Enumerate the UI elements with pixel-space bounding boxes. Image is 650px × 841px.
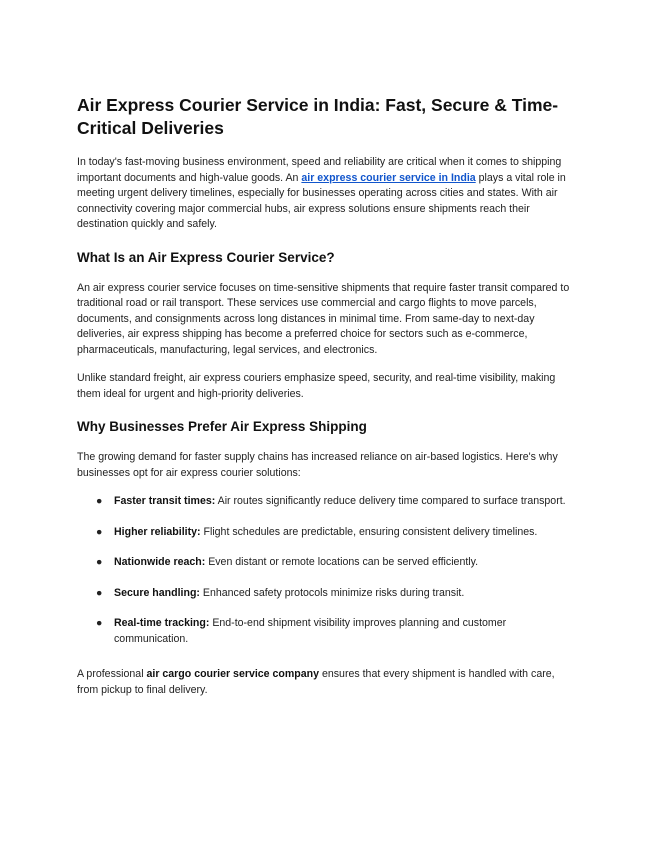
- page-title: Air Express Courier Service in India: Fast, Secure & Time-Critical Deliveries: [77, 95, 559, 138]
- bullet-icon: ●: [96, 586, 103, 599]
- section-heading-why-prefer: Why Businesses Prefer Air Express Shipping: [77, 419, 367, 434]
- closing-bold-text: air cargo courier service company: [146, 668, 320, 680]
- service-link[interactable]: air express courier service in India: [301, 171, 476, 184]
- bullet-icon: ●: [96, 617, 103, 629]
- list-item-label: Nationwide reach:: [114, 556, 206, 568]
- intro-text-start: In today's fast-moving business environment, speed and reliability are critical when it comes to shipping important documents and high-value goods. An: [77, 156, 562, 184]
- list-item-text: Flight schedules are predictable, ensuring consistent delivery timelines.: [200, 525, 538, 538]
- list-item-label: Secure handling:: [114, 586, 200, 599]
- list-item-text: End-to-end shipment visibility improves planning and customer communication.: [114, 617, 507, 645]
- list-item: [77, 555, 577, 571]
- closing-text-end: ensures that every shipment is handled with care, from pickup to final delivery.: [77, 668, 555, 696]
- section1-paragraph-2: Unlike standard freight, air express couriers emphasize speed, security, and real-time visibility, making them ideal for urgent and high-priority deliveries.: [77, 372, 556, 400]
- list-item: [77, 494, 577, 510]
- document-page: [77, 94, 577, 711]
- list-item-label: Faster transit times:: [114, 495, 216, 507]
- closing-text-start: A professional: [77, 668, 147, 680]
- list-item: [77, 525, 577, 541]
- intro-text-end: plays a vital role in meeting urgent delivery timelines, especially for businesses operating across cities and states. With air connectivity covering major commercial hubs, air express solutions ensure shipments reach their destination quickly and safely.: [77, 171, 566, 230]
- section2-intro: The growing demand for faster supply chains has increased reliance on air-based logistics. Here's why businesses opt for air express courier solutions:: [77, 451, 558, 479]
- list-item-label: Higher reliability:: [114, 525, 201, 538]
- section-heading-what-is: What Is an Air Express Courier Service?: [77, 249, 335, 265]
- list-item: [77, 586, 577, 602]
- list-item-text: Enhanced safety protocols minimize risks during transit.: [199, 586, 465, 599]
- section1-paragraph-1: An air express courier service focuses on time-sensitive shipments that require faster transit compared to traditional road or rail transport. These services use commercial and cargo flights to move parcels, documents, and consignments across long distances in minimal time. From same-day to next-day deliveries, air express shipping has become a preferred choice for sectors such as e-commerce, pharmaceuticals, manufacturing, legal services, and electronics.: [77, 281, 570, 356]
- bullet-icon: ●: [96, 525, 103, 538]
- list-item-text: Even distant or remote locations can be served efficiently.: [205, 556, 479, 568]
- benefits-list: [77, 494, 577, 647]
- list-item: [77, 616, 577, 647]
- bullet-icon: ●: [96, 556, 103, 568]
- list-item-label: Real-time tracking:: [114, 617, 210, 629]
- closing-paragraph: [77, 667, 577, 698]
- bullet-icon: ●: [96, 495, 103, 507]
- intro-paragraph: [77, 155, 577, 233]
- list-item-text: Air routes significantly reduce delivery time compared to surface transport.: [215, 495, 566, 507]
